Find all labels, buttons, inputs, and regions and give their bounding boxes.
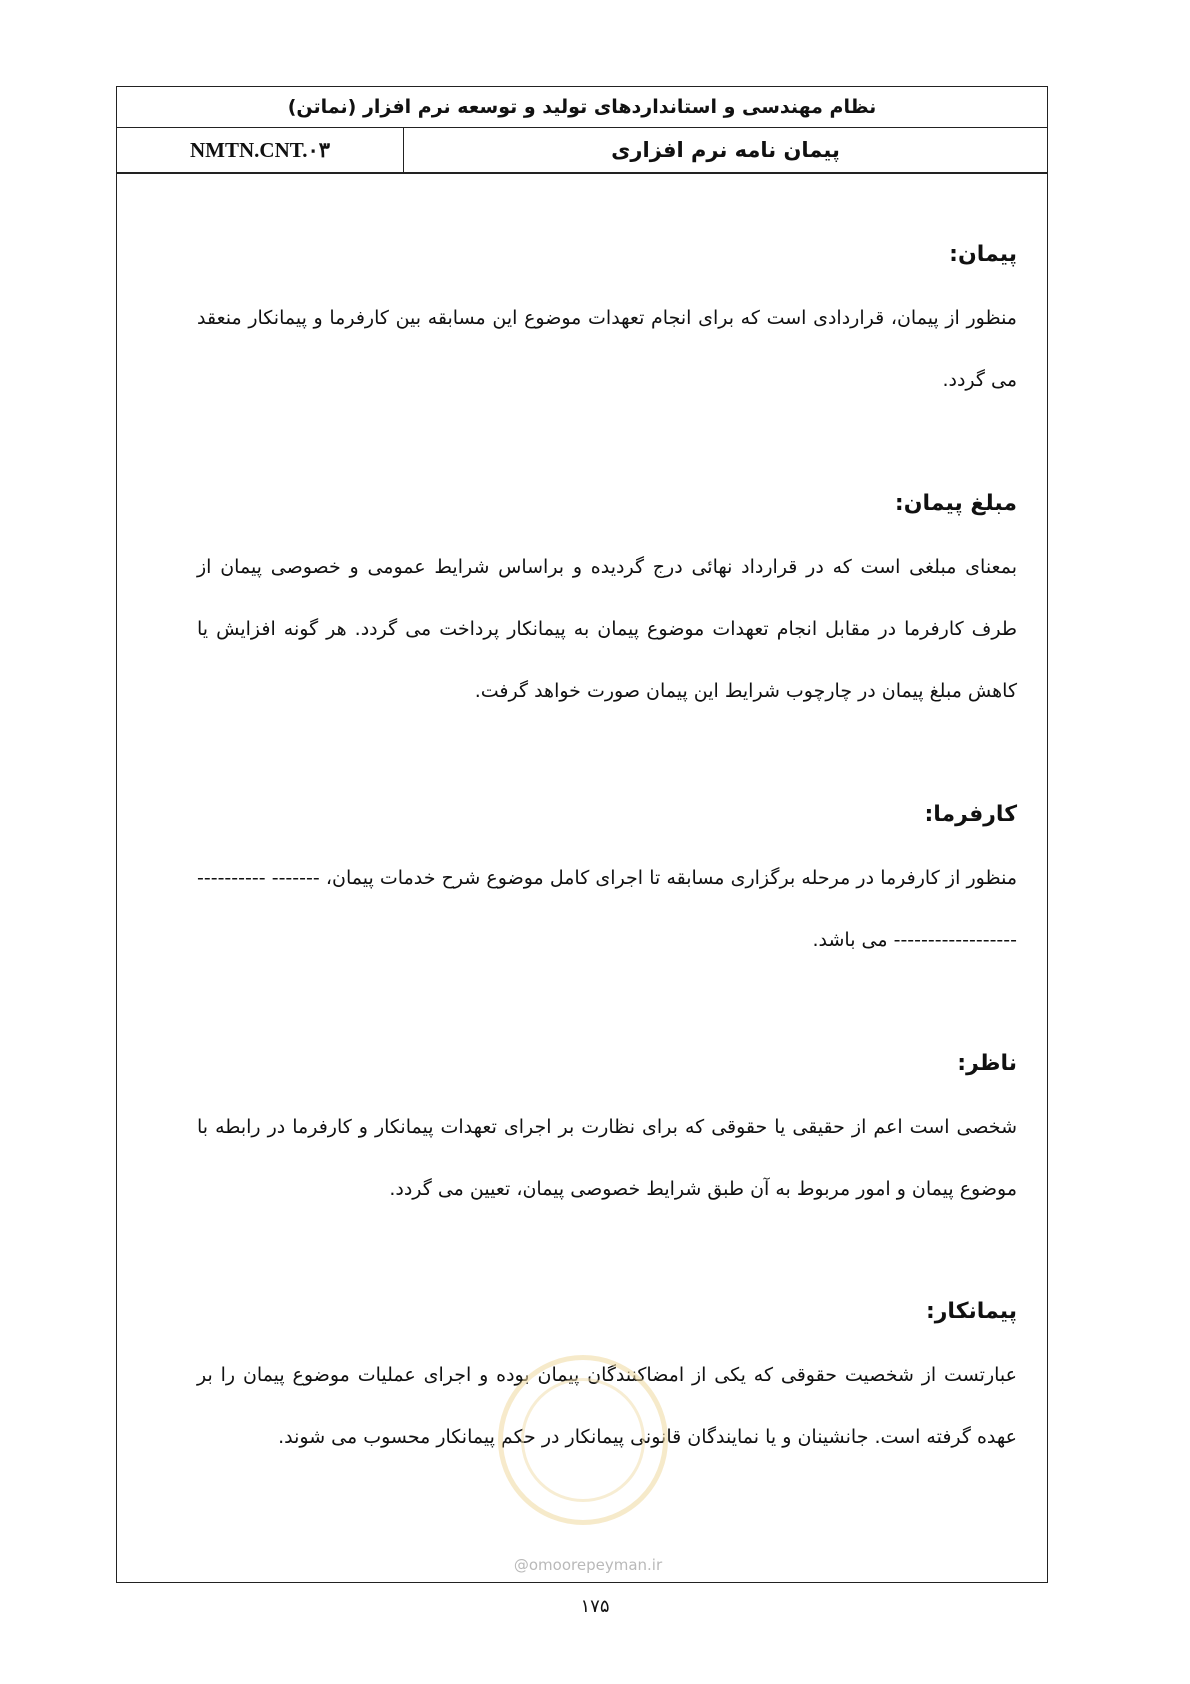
section-body: عبارتست از شخصیت حقوقی که یکی از امضاکنندگان پیمان بوده و اجرای عملیات موضوع پیمان را بر عهده گرفته است. جانشینان و یا نمایندگان قانونی پیمانکار در حکم پیمانکار محسوب می شوند. xyxy=(197,1364,1017,1448)
watermark-text: @omoorepeyman.ir xyxy=(513,1556,663,1574)
document-header xyxy=(116,86,1048,173)
section-title: پیمان: xyxy=(949,242,1017,267)
page-number: ۱۷۵ xyxy=(580,1596,610,1617)
document-title: پیمان نامه نرم افزاری xyxy=(403,128,1047,172)
section-title: پیمانکار: xyxy=(925,1299,1017,1324)
section-contractor xyxy=(126,1292,1017,1468)
section-employer xyxy=(126,795,1017,971)
section-body: منظور از پیمان، قراردادی است که برای انجام تعهدات موضوع این مسابقه بین کارفرما و پیمانکار منعقد می گردد. xyxy=(197,307,1017,391)
section-title: کارفرما: xyxy=(924,802,1017,827)
document-code-text: NMTN.CNT.۰۳ xyxy=(190,137,330,162)
section-body: بمعنای مبلغی است که در قرارداد نهائی درج گردیده و براساس شرایط عمومی و خصوصی پیمان از طرف کارفرما در مقابل انجام تعهدات موضوع پیمان به پیمانکار پرداخت می گردد. هر گونه افزایش یا کاهش مبلغ پیمان در چارچوب شرایط این پیمان صورت خواهد گرفت. xyxy=(197,556,1017,702)
section-title: ناظر: xyxy=(957,1051,1017,1076)
section-body: منظور از کارفرما در مرحله برگزاری مسابقه تا اجرای کامل موضوع شرح خدمات پیمان، ------- ---------------------------- می باشد. xyxy=(197,867,1017,951)
section-body: شخصی است اعم از حقیقی یا حقوقی که برای نظارت بر اجرای تعهدات پیمانکار و کارفرما در رابطه با موضوع پیمان و امور مربوط به آن طبق شرایط خصوصی پیمان، تعیین می گردد. xyxy=(197,1116,1017,1200)
document-code xyxy=(117,128,403,172)
section-supervisor xyxy=(126,1044,1017,1220)
header-row xyxy=(117,128,1047,172)
section-contract xyxy=(126,235,1017,411)
section-contract-amount xyxy=(126,484,1017,722)
system-title: نظام مهندسی و استانداردهای تولید و توسعه نرم افزار (نماتن) xyxy=(117,87,1047,128)
section-title: مبلغ پیمان: xyxy=(894,491,1017,516)
